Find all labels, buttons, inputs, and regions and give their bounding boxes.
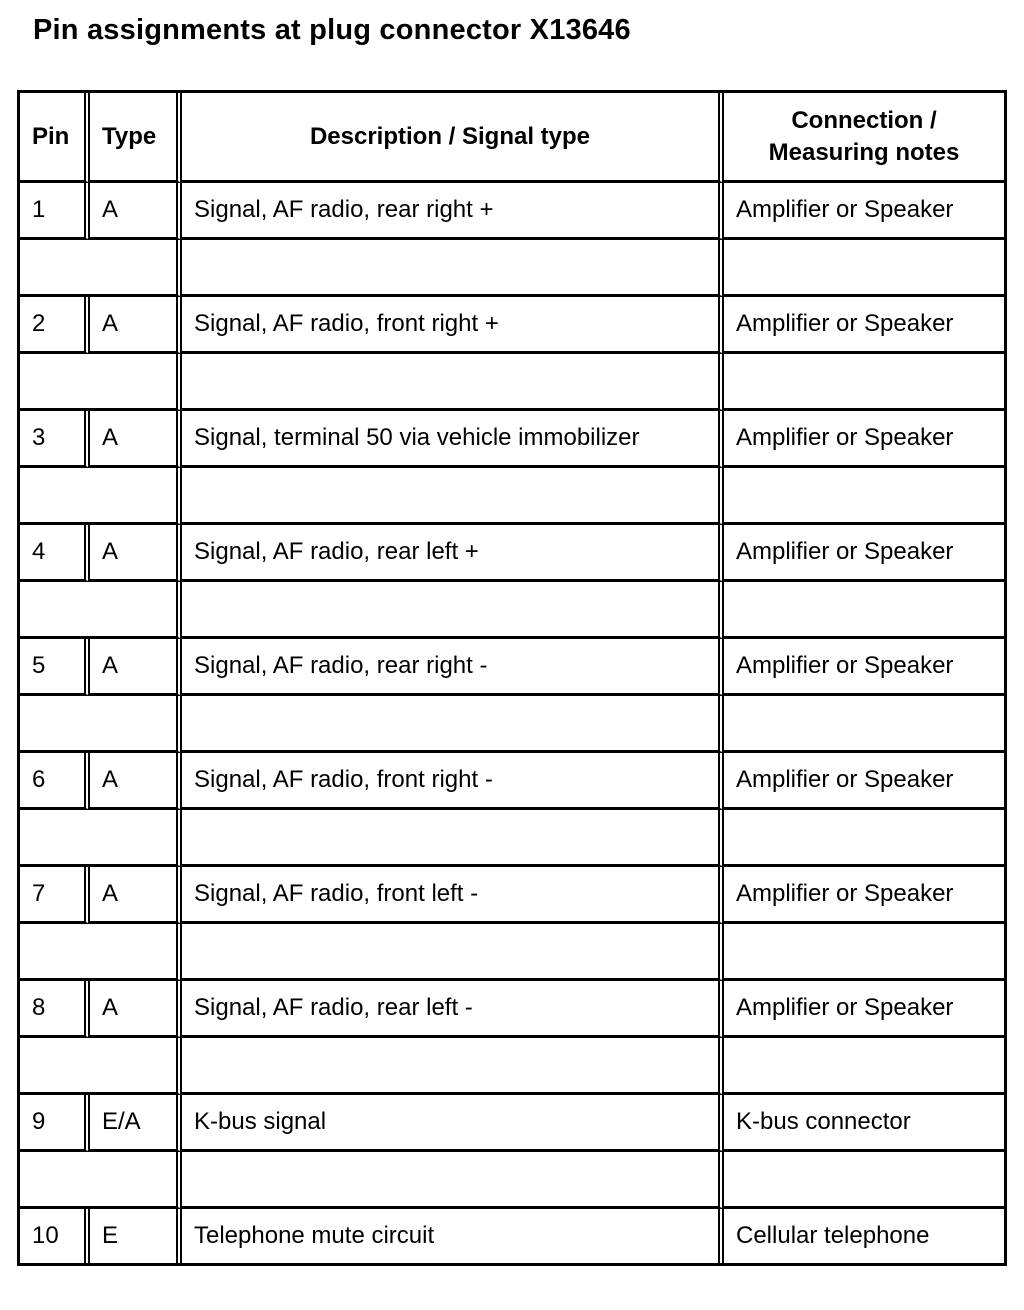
table-row [20, 981, 1004, 1038]
table-spacer-row [20, 1152, 1004, 1209]
type-cell: A [90, 867, 182, 924]
table-row [20, 639, 1004, 696]
spacer-cell [20, 696, 182, 753]
connection-cell: Cellular telephone [736, 1222, 930, 1249]
spacer-cell [20, 240, 182, 297]
description-cell: Signal, AF radio, rear right - [182, 639, 724, 696]
table-row [20, 183, 1004, 240]
spacer-cell [724, 924, 1004, 981]
description-cell: Signal, AF radio, rear right + [182, 183, 724, 240]
type-cell: A [90, 411, 182, 468]
table-row [20, 753, 1004, 810]
spacer-cell [182, 924, 724, 981]
connection-cell: Amplifier or Speaker [724, 981, 1004, 1038]
spacer-cell [724, 240, 1004, 297]
spacer-cell [182, 468, 724, 525]
spacer-cell [20, 924, 182, 981]
type-cell: A [90, 639, 182, 696]
pin-cell: 9 [20, 1095, 90, 1152]
table-spacer-row [20, 1038, 1004, 1095]
table-row [20, 411, 1004, 468]
connection-cell: Amplifier or Speaker [724, 525, 1004, 582]
table-row [20, 525, 1004, 582]
header-connection: Connection / Measuring notes [724, 93, 1004, 183]
spacer-cell [182, 810, 724, 867]
spacer-cell [182, 1152, 724, 1209]
pin-cell: 6 [20, 753, 90, 810]
header-pin: Pin [20, 93, 90, 183]
header-description: Description / Signal type [182, 93, 724, 183]
spacer-cell [182, 1038, 724, 1095]
spacer-cell [182, 696, 724, 753]
table-spacer-row [20, 924, 1004, 981]
description-cell: Signal, AF radio, front left - [182, 867, 724, 924]
table-row [20, 867, 1004, 924]
table-spacer-row [20, 582, 1004, 639]
pin-cell: 4 [20, 525, 90, 582]
table-row [20, 1209, 1004, 1263]
type-cell: E [90, 1209, 182, 1263]
spacer-cell [20, 810, 182, 867]
type-cell: A [90, 297, 182, 354]
type-cell: A [90, 753, 182, 810]
pin-cell: 3 [20, 411, 90, 468]
description-cell: Signal, AF radio, rear left - [182, 981, 724, 1038]
description-cell: Telephone mute circuit [182, 1209, 724, 1263]
type-cell: E/A [90, 1095, 182, 1152]
description-cell: Signal, AF radio, rear left + [182, 525, 724, 582]
spacer-cell [724, 810, 1004, 867]
connection-cell: K-bus connector [724, 1095, 1004, 1152]
table-row [20, 1095, 1004, 1152]
spacer-cell [20, 354, 182, 411]
type-cell: A [90, 183, 182, 240]
connection-cell: Amplifier or Speaker [724, 639, 1004, 696]
pin-cell: 5 [20, 639, 90, 696]
pin-cell: 2 [20, 297, 90, 354]
pin-cell: 10 [20, 1209, 90, 1263]
connection-cell: Amplifier or Speaker [724, 411, 1004, 468]
description-cell: Signal, AF radio, front right + [182, 297, 724, 354]
spacer-cell [182, 354, 724, 411]
pin-assignment-table [17, 90, 1007, 1266]
table-spacer-row [20, 240, 1004, 297]
table-spacer-row [20, 810, 1004, 867]
table-spacer-row [20, 354, 1004, 411]
description-cell: Signal, terminal 50 via vehicle immobilizer [182, 411, 724, 468]
table-spacer-row [20, 468, 1004, 525]
spacer-cell [20, 1038, 182, 1095]
type-cell: A [90, 525, 182, 582]
table-row [20, 297, 1004, 354]
spacer-cell [724, 468, 1004, 525]
spacer-cell [182, 582, 724, 639]
spacer-cell [724, 696, 1004, 753]
spacer-cell [724, 582, 1004, 639]
connection-cell: Amplifier or Speaker [724, 867, 1004, 924]
table-header-row [20, 93, 1004, 183]
spacer-cell [724, 1152, 1004, 1209]
pin-cell: 1 [20, 183, 90, 240]
description-cell: Signal, AF radio, front right - [182, 753, 724, 810]
header-type: Type [90, 93, 182, 183]
connection-cell: Amplifier or Speaker [724, 297, 1004, 354]
connection-cell: Amplifier or Speaker [724, 183, 1004, 240]
spacer-cell [724, 354, 1004, 411]
table-spacer-row [20, 696, 1004, 753]
table-body [20, 183, 1004, 1263]
pin-cell: 8 [20, 981, 90, 1038]
spacer-cell [20, 468, 182, 525]
spacer-cell [182, 240, 724, 297]
spacer-cell [724, 1038, 1004, 1095]
pin-cell: 7 [20, 867, 90, 924]
spacer-cell [20, 582, 182, 639]
description-cell: K-bus signal [182, 1095, 724, 1152]
page-title: Pin assignments at plug connector X13646 [33, 14, 631, 46]
connection-cell: Amplifier or Speaker [724, 753, 1004, 810]
spacer-cell [20, 1152, 182, 1209]
type-cell: A [90, 981, 182, 1038]
